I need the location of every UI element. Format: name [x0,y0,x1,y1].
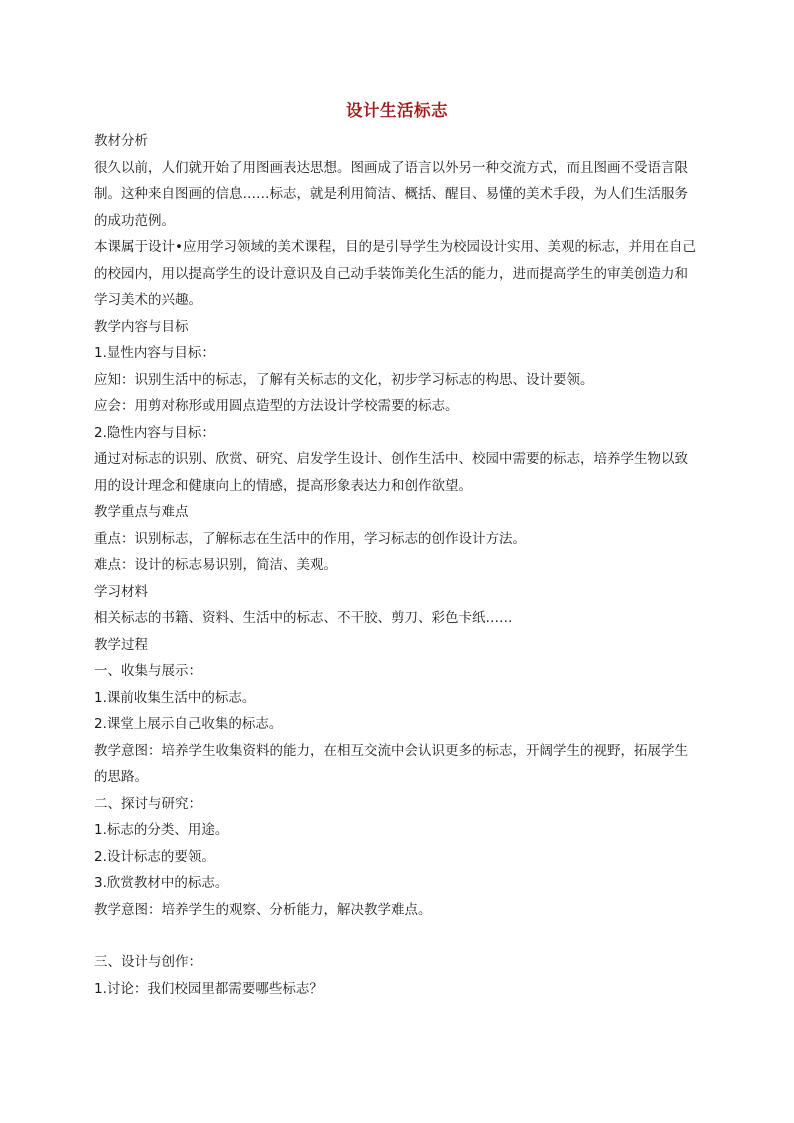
heading-teaching-process: 教学过程 [94,636,148,653]
list-item: 1.显性内容与目标： [94,345,215,361]
paragraph-course-purpose: 本课属于设计•应用学习领域的美术课程，目的是引导学生为校园设计实用、美观的标志，并用在自己的校园内，用以提高学生的设计意识及自己动手装饰美化生活的能力，进而提高学生的审美创造力和学习美术的兴趣。 [94,239,696,308]
list-item: 重点：识别标志，了解标志在生活中的作用，学习标志的创作设计方法。 [94,530,526,547]
section-heading: 一、收集与展示： [94,663,202,679]
list-item: 应会：用剪对称形或用圆点造型的方法设计学校需要的标志。 [94,398,459,414]
list-item: 1.课前收集生活中的标志。 [94,689,256,706]
list-item: 3.欣赏教材中的标志。 [94,875,229,891]
paragraph-intent: 教学意图：培养学生的观察、分析能力，解决教学难点。 [94,901,432,918]
list-item: 2.课堂上展示自己收集的标志。 [94,716,283,732]
paragraph-intent: 教学意图：培养学生收集资料的能力，在相互交流中会认识更多的标志，开阔学生的视野，拓展学生的思路。 [94,742,688,785]
paragraph-materials: 相关标志的书籍、资料、生活中的标志、不干胶、剪刀、彩色卡纸…… [94,610,513,626]
list-item: 2.设计标志的要领。 [94,848,215,865]
heading-key-points: 教学重点与难点 [94,504,189,520]
section-heading: 三、设计与创作： [94,954,202,970]
heading-materials: 学习材料 [94,583,148,600]
document-page [94,98,700,1002]
list-item: 1.标志的分类、用途。 [94,822,229,838]
heading-content-goals: 教学内容与目标 [94,318,189,335]
blank-line [94,923,700,949]
paragraph-intro: 很久以前，人们就开始了用图画表达思想。图画成了语言以外另一种交流方式，而且图画不受语言限制。这种来自图画的信息……标志，就是利用简洁、概括、醒目、易懂的美术手段，为人们生活服务的成功范例。 [94,159,688,229]
heading-textbook-analysis: 教材分析 [94,133,148,149]
list-item: 1.讨论：我们校园里都需要哪些标志？ [94,980,323,997]
section-heading: 二、探讨与研究： [94,795,202,812]
list-item: 难点：设计的标志易识别，简洁、美观。 [94,557,337,573]
list-item: 2.隐性内容与目标： [94,424,215,441]
paragraph-hidden-goals: 通过对标志的识别、欣赏、研究、启发学生设计、创作生活中、校园中需要的标志，培养学生物以致用的设计理念和健康向上的情感，提高形象表达力和创作欲望。 [94,451,688,494]
document-title: 设计生活标志 [346,101,448,120]
list-item: 应知：识别生活中的标志，了解有关标志的文化，初步学习标志的构思、设计要领。 [94,371,594,388]
